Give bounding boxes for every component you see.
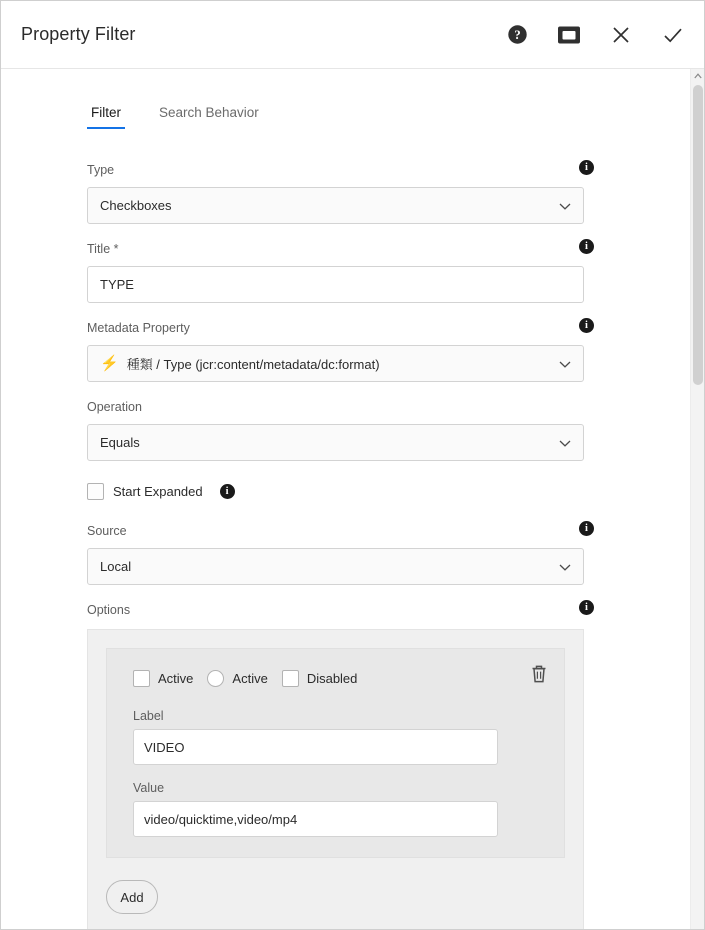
chevron-down-icon <box>559 356 571 371</box>
option-label-field <box>133 709 548 765</box>
field-title-label: Title * <box>87 242 119 256</box>
source-select[interactable] <box>87 548 584 585</box>
operation-select-value: Equals <box>100 435 140 450</box>
option-label-input[interactable] <box>133 729 498 765</box>
field-operation <box>87 396 584 461</box>
option-active-radio[interactable] <box>207 670 224 687</box>
field-metadata-property <box>87 317 588 382</box>
svg-text:?: ? <box>513 27 521 42</box>
form-content <box>1 69 690 930</box>
option-value-input[interactable] <box>133 801 498 837</box>
delete-option-icon[interactable] <box>528 663 550 685</box>
field-source-label: Source <box>87 524 127 538</box>
vertical-scrollbar[interactable] <box>690 69 704 930</box>
field-metadata-property-head <box>87 317 588 339</box>
title-input-value: TYPE <box>100 277 134 292</box>
option-active-checkbox[interactable] <box>133 670 150 687</box>
start-expanded-label: Start Expanded <box>113 484 203 499</box>
start-expanded-row[interactable] <box>87 483 690 500</box>
options-panel <box>87 629 584 930</box>
close-icon[interactable] <box>608 22 634 48</box>
field-source-head <box>87 520 588 542</box>
dialog-titlebar <box>1 1 704 69</box>
title-input[interactable] <box>87 266 584 303</box>
field-title-head <box>87 238 588 260</box>
metadata-property-select[interactable] <box>87 345 584 382</box>
add-option-button[interactable] <box>106 880 158 914</box>
bolt-icon: ⚡ <box>100 355 119 372</box>
option-active-checkbox-wrap[interactable] <box>133 670 193 687</box>
type-select-value: Checkboxes <box>100 198 172 213</box>
tab-search-behavior[interactable] <box>155 103 263 129</box>
option-value-input-value: video/quicktime,video/mp4 <box>144 811 298 827</box>
operation-select[interactable] <box>87 424 584 461</box>
option-disabled-checkbox[interactable] <box>282 670 299 687</box>
option-active-radio-label: Active <box>232 671 268 686</box>
field-operation-label: Operation <box>87 400 142 414</box>
scroll-up-arrow-icon[interactable] <box>691 69 704 83</box>
option-value-field <box>133 781 548 837</box>
field-type-label: Type <box>87 163 115 177</box>
chevron-down-icon <box>559 435 571 450</box>
metadata-property-value: 種類 / Type (jcr:content/metadata/dc:format) <box>126 357 380 372</box>
option-value-caption: Value <box>133 781 165 795</box>
scroll-viewport <box>1 69 690 930</box>
tab-filter-label: Filter <box>91 105 121 120</box>
option-active-checkbox-label: Active <box>158 671 194 686</box>
add-option-button-label: Add <box>120 889 144 905</box>
list-item <box>106 648 565 858</box>
help-icon[interactable] <box>504 22 530 48</box>
field-metadata-property-label: Metadata Property <box>87 321 190 335</box>
field-operation-head <box>87 396 584 418</box>
tab-filter[interactable] <box>87 103 125 129</box>
chevron-down-icon <box>559 198 571 213</box>
dialog-body <box>1 69 704 930</box>
info-icon-options[interactable]: i <box>579 600 594 615</box>
metadata-property-value-wrap <box>100 354 380 373</box>
info-icon-source[interactable]: i <box>579 521 594 536</box>
option-label-input-value: VIDEO <box>144 739 185 755</box>
type-select[interactable] <box>87 187 584 224</box>
confirm-icon[interactable] <box>660 22 686 48</box>
option-toggles <box>133 670 548 687</box>
option-disabled-checkbox-wrap[interactable] <box>282 670 358 687</box>
field-type <box>87 159 588 224</box>
titlebar-actions <box>504 22 686 48</box>
option-disabled-checkbox-label: Disabled <box>306 671 358 686</box>
start-expanded-checkbox[interactable] <box>87 483 104 500</box>
page-title: Property Filter <box>21 24 136 44</box>
field-source <box>87 520 588 585</box>
field-type-head <box>87 159 588 181</box>
option-label-caption: Label <box>133 709 164 723</box>
tablist <box>87 103 690 129</box>
info-icon-start-expanded[interactable]: i <box>220 484 235 499</box>
info-icon-metadata-property[interactable]: i <box>579 318 594 333</box>
tab-search-behavior-label: Search Behavior <box>159 105 259 120</box>
fullscreen-icon[interactable] <box>556 22 582 48</box>
field-options-head <box>87 599 588 621</box>
info-icon-type[interactable]: i <box>579 160 594 175</box>
field-options-label: Options <box>87 603 131 617</box>
option-active-radio-wrap[interactable] <box>207 670 267 687</box>
field-options <box>87 599 588 621</box>
info-icon-title[interactable]: i <box>579 239 594 254</box>
scrollbar-thumb[interactable] <box>693 85 703 385</box>
field-title <box>87 238 588 303</box>
chevron-down-icon <box>559 559 571 574</box>
source-select-value: Local <box>100 559 132 574</box>
